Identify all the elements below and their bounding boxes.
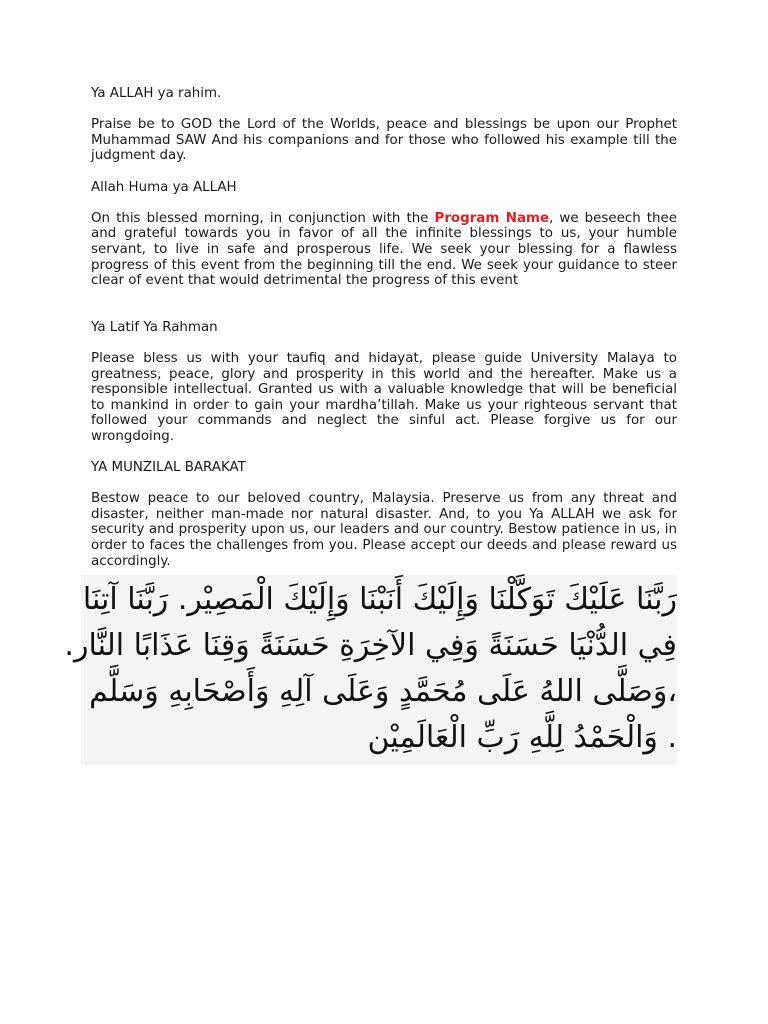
morning-text-before: On this blessed morning, in conjunction with the — [91, 210, 435, 226]
greeting-line: Ya ALLAH ya rahim. — [91, 86, 222, 101]
arabic-line-2: فِي الدُّنْيَا حَسَنَةً وَفِي الآخِرَةِ حَسَنَةً وَقِنَا عَذَابًا النَّار. — [64, 628, 677, 664]
invocation-munzilal-barakat: YA MUNZILAL BARAKAT — [91, 460, 246, 476]
prayer-document — [64, 86, 677, 765]
invocation-allah-huma: Allah Huma ya ALLAH — [91, 179, 237, 195]
program-name-placeholder: Program Name — [434, 210, 550, 226]
peace-paragraph: Bestow peace to our beloved country, Malaysia. Preserve us from any threat and disaster, neither man-made nor natural disaster. And, to you Ya ALLAH we ask for security and prosperity upon us, our leaders and our country. Bestow patience in us, in order to faces the challenges from you. Please accept our deeds and please reward us accordingly. — [91, 491, 677, 569]
morning-paragraph — [91, 211, 677, 289]
morning-text-after: , we beseech thee and grateful towards you in favor of all the infinite blessings to us, your humble servant, to live in safe and prosperous life. We seek your blessing for a flawless progress of this event from the beginning till the end. We seek your guidance to steer clear of event that would detrimental the progress of this event — [91, 210, 677, 289]
arabic-line-1: رَبَّنَا عَلَيْكَ تَوَكَّلْنَا وَإِلَيْكَ أَنَبْنَا وَإِلَيْكَ الْمَصِيْر. رَبَّنَا آتِنَا — [82, 582, 677, 618]
bless-paragraph: Please bless us with your taufiq and hidayat, please guide University Malaya to greatness, peace, glory and prosperity in this world and the hereafter. Make us a responsible intellectual. Granted us with a valuable knowledge that will be beneficial to mankind in order to gain your mardha’tillah. Make us your righteous servant that followed your commands and neglect the sinful act. Please forgive us for our wrongdoing. — [91, 350, 677, 444]
arabic-line-4: . وَالْحَمْدُ لِلَّهِ رَبِّ الْعَالَمِيْن — [367, 720, 677, 756]
arabic-prayer-block — [64, 575, 677, 765]
arabic-line-3: ،وَصَلَّى اللهُ عَلَى مُحَمَّدٍ وَعَلَى آلِهِ وَأَصْحَابِهِ وَسَلَّم — [89, 674, 677, 710]
praise-paragraph: Praise be to GOD the Lord of the Worlds, peace and blessings be upon our Prophet Muhammad SAW And his companions and for those who followed his example till the judgment day. — [91, 117, 677, 164]
invocation-latif-rahman: Ya Latif Ya Rahman — [91, 319, 218, 335]
